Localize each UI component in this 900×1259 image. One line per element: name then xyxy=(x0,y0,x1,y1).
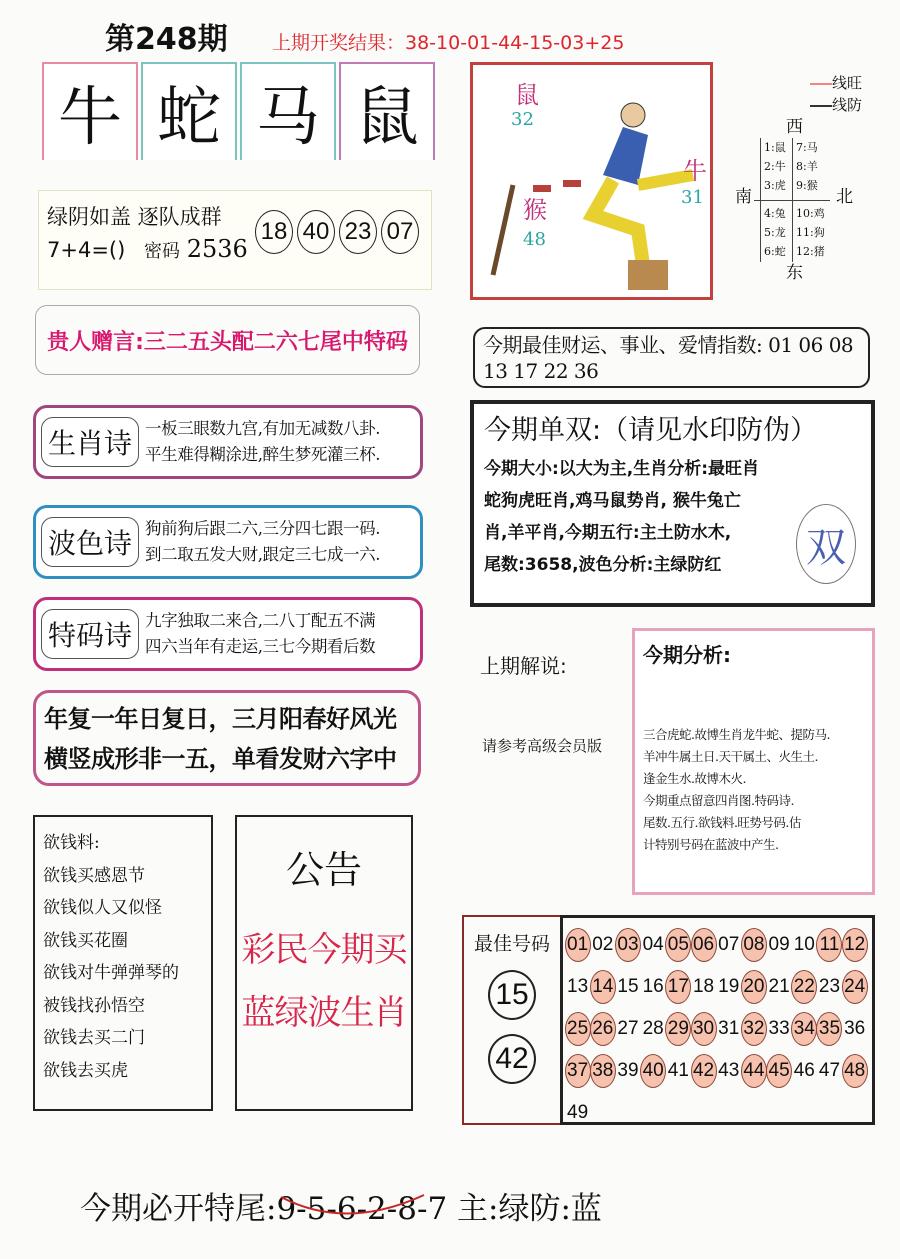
number-text: 36 xyxy=(844,1018,866,1039)
poem-line: 九字独取二来合,二八丁配五不满 xyxy=(145,611,376,630)
money-item: 欲钱对牛弹弹琴的 xyxy=(43,963,179,983)
poem-lines xyxy=(145,416,380,468)
direction-north: 北 xyxy=(836,187,853,207)
analysis-line: 羊冲牛属土日.天干属土、火生土. xyxy=(643,749,818,764)
clue-equation: 7+4=() xyxy=(47,238,126,262)
poem-title: 特码诗 xyxy=(41,609,139,659)
number-text: 08 xyxy=(741,928,767,962)
number-text: 44 xyxy=(741,1054,767,1088)
poem-box xyxy=(33,505,423,579)
num-rat: 32 xyxy=(511,109,534,130)
slogan-line: 年复一年日复日，三月阳春好风光 xyxy=(44,705,397,733)
number-text: 20 xyxy=(741,970,767,1004)
best-numbers-box xyxy=(462,915,560,1125)
grid-number xyxy=(666,1050,691,1092)
poem-line: 到二取五发大财,跟定三七成一六. xyxy=(145,545,381,564)
highlighted-number xyxy=(842,966,867,1008)
number-text: 28 xyxy=(642,1018,664,1039)
password-label: 密码 xyxy=(144,241,180,262)
zodiac-box: 蛇 xyxy=(141,62,237,160)
analysis-title: 今期分析: xyxy=(643,643,731,667)
notice-line: 蓝绿波生肖 xyxy=(241,993,407,1033)
grid-number xyxy=(641,924,666,966)
label-ox: 牛 xyxy=(683,157,707,185)
black-line-icon xyxy=(810,105,832,107)
fortune-index-text: 今期最佳财运、事业、爱情指数: 01 06 08 13 17 22 36 xyxy=(483,332,854,383)
number-text: 01 xyxy=(565,928,591,962)
direction-south: 南 xyxy=(735,187,752,207)
zodiac-cell: 1:鼠 xyxy=(764,141,786,154)
grid-number xyxy=(767,924,792,966)
highlighted-number xyxy=(590,1050,615,1092)
grid-number xyxy=(842,1008,867,1050)
analysis-box xyxy=(632,628,875,895)
number-text: 30 xyxy=(691,1012,717,1046)
clue-number: 40 xyxy=(297,210,335,254)
number-text: 17 xyxy=(665,970,691,1004)
color-hint: 主:绿防:蓝 xyxy=(447,1191,602,1227)
clue-number: 23 xyxy=(339,210,377,254)
grid-number xyxy=(817,966,842,1008)
zodiac-cell: 11:狗 xyxy=(796,226,825,239)
grid-number xyxy=(590,924,615,966)
best-number: 42 xyxy=(488,1034,536,1084)
direction-west: 西 xyxy=(786,117,803,137)
grid-number xyxy=(817,1050,842,1092)
single-double-title: 今期单双:（请见水印防伪） xyxy=(484,415,818,446)
grid-number xyxy=(615,966,640,1008)
slogan-box xyxy=(33,690,421,786)
highlighted-number xyxy=(792,966,817,1008)
number-text: 34 xyxy=(791,1012,817,1046)
last-explain-title: 上期解说: xyxy=(480,654,567,678)
grid-number xyxy=(792,924,817,966)
highlighted-number xyxy=(691,1008,716,1050)
single-double-box xyxy=(470,400,875,607)
poem-box xyxy=(33,405,423,479)
money-item: 欲钱买感恩节 xyxy=(43,865,145,886)
number-text: 02 xyxy=(592,934,614,955)
highlighted-number xyxy=(817,924,842,966)
zodiac-box: 鼠 xyxy=(339,62,435,160)
fortune-index xyxy=(473,327,870,388)
zodiac-cell: 6:蛇 xyxy=(764,245,786,258)
analysis-line: 今期重点留意四肖图.特码诗. xyxy=(643,793,794,808)
zodiac-box: 牛 xyxy=(42,62,138,160)
highlighted-number xyxy=(666,1008,691,1050)
poem-line: 平生难得糊涂进,醉生梦死灌三杯. xyxy=(145,445,381,464)
highlighted-number xyxy=(590,1008,615,1050)
analysis-line: 尾数.五行.欲钱料.旺势号码.估 xyxy=(643,815,801,830)
highlighted-number xyxy=(842,924,867,966)
number-text: 22 xyxy=(791,970,817,1004)
number-text: 16 xyxy=(642,976,664,997)
tail-label: 今期必开特尾: xyxy=(80,1191,277,1227)
number-text: 18 xyxy=(692,976,715,997)
zodiac-cell: 7:马 xyxy=(796,141,818,154)
best-title: 最佳号码 xyxy=(473,933,550,955)
highlighted-number xyxy=(641,1050,666,1092)
red-line-icon xyxy=(810,83,832,85)
number-text: 13 xyxy=(567,976,589,997)
highlighted-number xyxy=(741,924,766,966)
grid-number xyxy=(767,966,792,1008)
stamp-watermark: 双 xyxy=(796,504,856,584)
number-text: 46 xyxy=(793,1060,815,1081)
number-text: 40 xyxy=(640,1054,666,1088)
password-value: 2536 xyxy=(186,235,248,263)
zodiac-cell: 2:牛 xyxy=(764,160,786,173)
clue-number: 07 xyxy=(381,210,419,254)
zodiac-cell: 5:龙 xyxy=(764,226,786,239)
poem-lines xyxy=(145,608,375,660)
poem-lines xyxy=(145,516,380,568)
money-item: 欲钱去买虎 xyxy=(43,1060,128,1081)
grid-number xyxy=(716,924,741,966)
tail-numbers: 9-5-6-2-8-7 xyxy=(276,1191,448,1227)
number-text: 25 xyxy=(565,1012,591,1046)
analysis-line: 三合虎蛇.故博生肖龙牛蛇、提防马. xyxy=(643,727,830,742)
kicking-figure-illustration xyxy=(473,65,713,300)
highlighted-number xyxy=(590,966,615,1008)
clue-box xyxy=(38,190,432,290)
label-monkey: 猴 xyxy=(523,196,547,224)
poem-line: 一板三眼数九宫,有加无减数八卦. xyxy=(145,419,381,438)
poem-box xyxy=(33,597,423,671)
number-text: 26 xyxy=(590,1012,616,1046)
grid-number xyxy=(615,1050,640,1092)
last-explain-note: 请参考高级会员版 xyxy=(482,737,603,755)
number-text: 33 xyxy=(768,1018,790,1039)
zodiac-cell: 9:猴 xyxy=(796,179,818,192)
number-text: 14 xyxy=(590,970,616,1004)
number-text: 37 xyxy=(565,1054,591,1088)
zodiac-cell: 12:猪 xyxy=(796,245,825,258)
highlighted-number xyxy=(565,1050,590,1092)
poem-title: 波色诗 xyxy=(41,517,139,567)
num-monkey: 48 xyxy=(523,229,546,250)
highlighted-number xyxy=(615,924,640,966)
number-text: 05 xyxy=(665,928,691,962)
number-text: 42 xyxy=(691,1054,717,1088)
num-ox: 31 xyxy=(681,187,704,208)
legend-red: 线旺 xyxy=(832,74,863,92)
grid-number xyxy=(565,1092,590,1134)
direction-legend xyxy=(735,72,870,283)
number-text: 32 xyxy=(741,1012,767,1046)
poem-line: 狗前狗后跟二六,三分四七跟一码. xyxy=(145,519,381,538)
zodiac-box: 马 xyxy=(240,62,336,160)
number-grid xyxy=(560,915,875,1125)
zodiac-cell: 8:羊 xyxy=(796,160,818,173)
grid-number xyxy=(691,966,716,1008)
zodiac-cell: 10:鸡 xyxy=(796,207,825,220)
number-text: 23 xyxy=(818,976,841,997)
clue-numbers xyxy=(255,210,423,254)
highlighted-number xyxy=(666,924,691,966)
grid-number xyxy=(716,1050,741,1092)
number-text: 19 xyxy=(718,976,740,997)
poem-line: 四六当年有走运,三七今期看后数 xyxy=(145,637,376,656)
last-result: 上期开奖结果：38-10-01-44-15-03+25 xyxy=(272,32,625,54)
grid-number xyxy=(615,1008,640,1050)
notice-line: 彩民今期买 xyxy=(241,930,407,970)
money-title: 欲钱料: xyxy=(43,833,100,853)
single-double-line: 肖,羊平肖,今期五行:主土防水木, xyxy=(484,523,732,543)
number-text: 31 xyxy=(718,1018,740,1039)
poem-title: 生肖诗 xyxy=(41,417,139,467)
number-text: 03 xyxy=(615,928,641,962)
number-text: 41 xyxy=(667,1060,689,1081)
best-number: 15 xyxy=(488,970,536,1020)
highlighted-number xyxy=(741,1050,766,1092)
zodiac-cell: 4:兔 xyxy=(764,207,786,220)
kungfu-picture xyxy=(470,62,713,300)
grid-number xyxy=(792,1050,817,1092)
highlighted-number xyxy=(565,924,590,966)
highlighted-number xyxy=(666,966,691,1008)
highlighted-number xyxy=(565,1008,590,1050)
label-rat: 鼠 xyxy=(515,81,539,109)
single-double-line: 蛇狗虎旺肖,鸡马鼠势肖, 猴牛兔亡 xyxy=(484,491,741,511)
legend-black: 线防 xyxy=(832,96,863,114)
notice-box xyxy=(235,815,413,1111)
number-text: 15 xyxy=(617,976,639,997)
direction-east: 东 xyxy=(786,263,803,283)
grid-number xyxy=(641,966,666,1008)
money-item: 被钱找孙悟空 xyxy=(43,995,145,1016)
money-riddle-box xyxy=(33,815,213,1111)
number-text: 12 xyxy=(842,928,868,962)
highlighted-number xyxy=(767,1050,792,1092)
notice-title: 公告 xyxy=(285,848,362,892)
grid-number xyxy=(641,1008,666,1050)
highlighted-number xyxy=(691,924,716,966)
analysis-line: 计特别号码在蓝波中产生. xyxy=(643,837,779,852)
money-item: 欲钱买花圈 xyxy=(43,930,128,951)
grid-number xyxy=(767,1008,792,1050)
clue-line1: 绿阴如盖 逐队成群 xyxy=(47,205,222,229)
issue-number: 第248期 xyxy=(105,22,228,57)
highlighted-number xyxy=(691,1050,716,1092)
number-text: 49 xyxy=(567,1102,589,1123)
grid-number xyxy=(716,966,741,1008)
number-text: 43 xyxy=(718,1060,740,1081)
red-arc-mark xyxy=(276,1191,426,1231)
number-text: 11 xyxy=(816,928,842,962)
number-text: 27 xyxy=(617,1018,639,1039)
analysis-line: 逢金生水.故博木火. xyxy=(643,771,746,786)
highlighted-number xyxy=(817,1008,842,1050)
number-text: 38 xyxy=(590,1054,616,1088)
highlighted-number xyxy=(741,966,766,1008)
number-text: 29 xyxy=(665,1012,691,1046)
number-text: 21 xyxy=(768,976,790,997)
bottom-banner xyxy=(80,1183,602,1228)
money-item: 欲钱去买二门 xyxy=(43,1028,145,1048)
number-text: 47 xyxy=(818,1060,841,1081)
highlighted-number xyxy=(741,1008,766,1050)
grid-number xyxy=(716,1008,741,1050)
clue-number: 18 xyxy=(255,210,293,254)
number-text: 04 xyxy=(642,934,664,955)
number-text: 45 xyxy=(766,1054,792,1088)
slogan-line: 横竖成形非一五，单看发财六字中 xyxy=(44,745,397,773)
number-text: 39 xyxy=(617,1060,639,1081)
number-text: 24 xyxy=(842,970,868,1004)
single-double-line: 尾数:3658,波色分析:主绿防红 xyxy=(484,555,722,575)
number-text: 06 xyxy=(691,928,717,962)
number-text: 10 xyxy=(793,934,815,955)
number-text: 07 xyxy=(718,934,740,955)
number-text: 48 xyxy=(842,1054,868,1088)
number-text: 35 xyxy=(816,1012,842,1046)
highlighted-number xyxy=(842,1050,867,1092)
number-text: 09 xyxy=(768,934,790,955)
zodiac-cell: 3:虎 xyxy=(764,179,786,192)
gift-banner: 贵人赠言:三二五头配二六七尾中特码 xyxy=(35,305,420,375)
highlighted-number xyxy=(792,1008,817,1050)
grid-number xyxy=(565,966,590,1008)
money-item: 欲钱似人又似怪 xyxy=(43,898,162,918)
single-double-line: 今期大小:以大为主,生肖分析:最旺肖 xyxy=(484,459,760,479)
